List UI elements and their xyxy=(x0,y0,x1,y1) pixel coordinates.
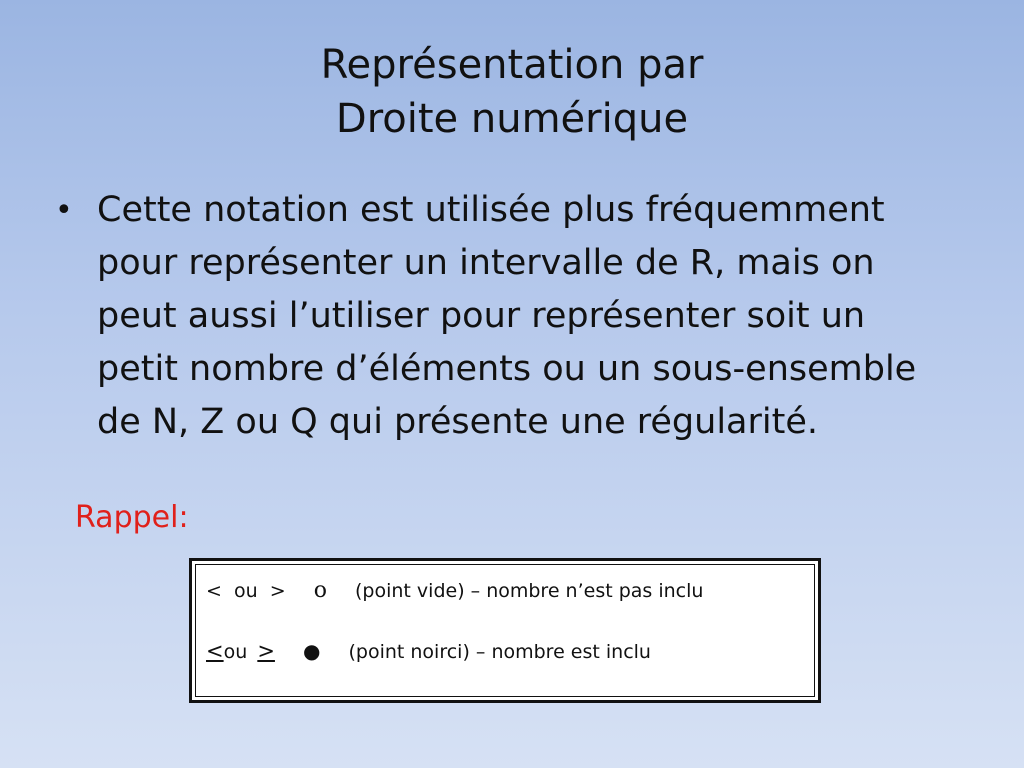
legend-inner-border xyxy=(195,564,815,697)
legend-row-filled xyxy=(206,639,651,664)
bullet-line: peut aussi l’utiliser pour représenter soit un xyxy=(97,296,866,336)
greater-equal-icon: > xyxy=(257,639,275,663)
title-line-2: Droite numérique xyxy=(335,96,689,142)
bullet-line: pour représenter un intervalle de R, mais on xyxy=(97,243,875,283)
legend-box xyxy=(189,558,821,703)
title-line-1: Représentation par xyxy=(320,42,704,88)
bullet-text xyxy=(97,184,972,449)
bullet-line: Cette notation est utilisée plus fréquemment xyxy=(97,190,885,230)
legend-row-open xyxy=(206,579,703,603)
bullet-line: de N, Z ou Q qui présente une régularité. xyxy=(97,402,819,442)
open-circle-icon: o xyxy=(313,578,327,603)
strict-inequality-symbols: < ou > xyxy=(206,580,286,602)
open-circle-description: (point vide) – nombre n’est pas inclu xyxy=(355,580,704,602)
less-equal-icon: < xyxy=(206,639,224,663)
slide-title xyxy=(0,38,1024,146)
bullet-dot-icon: • xyxy=(55,193,73,228)
ou-label: ou xyxy=(223,641,248,663)
bullet-line: petit nombre d’éléments ou un sous-ensemble xyxy=(97,349,917,389)
filled-circle-icon: ● xyxy=(302,639,321,663)
filled-circle-description: (point noirci) – nombre est inclu xyxy=(348,641,651,663)
rappel-label: Rappel: xyxy=(75,500,189,535)
